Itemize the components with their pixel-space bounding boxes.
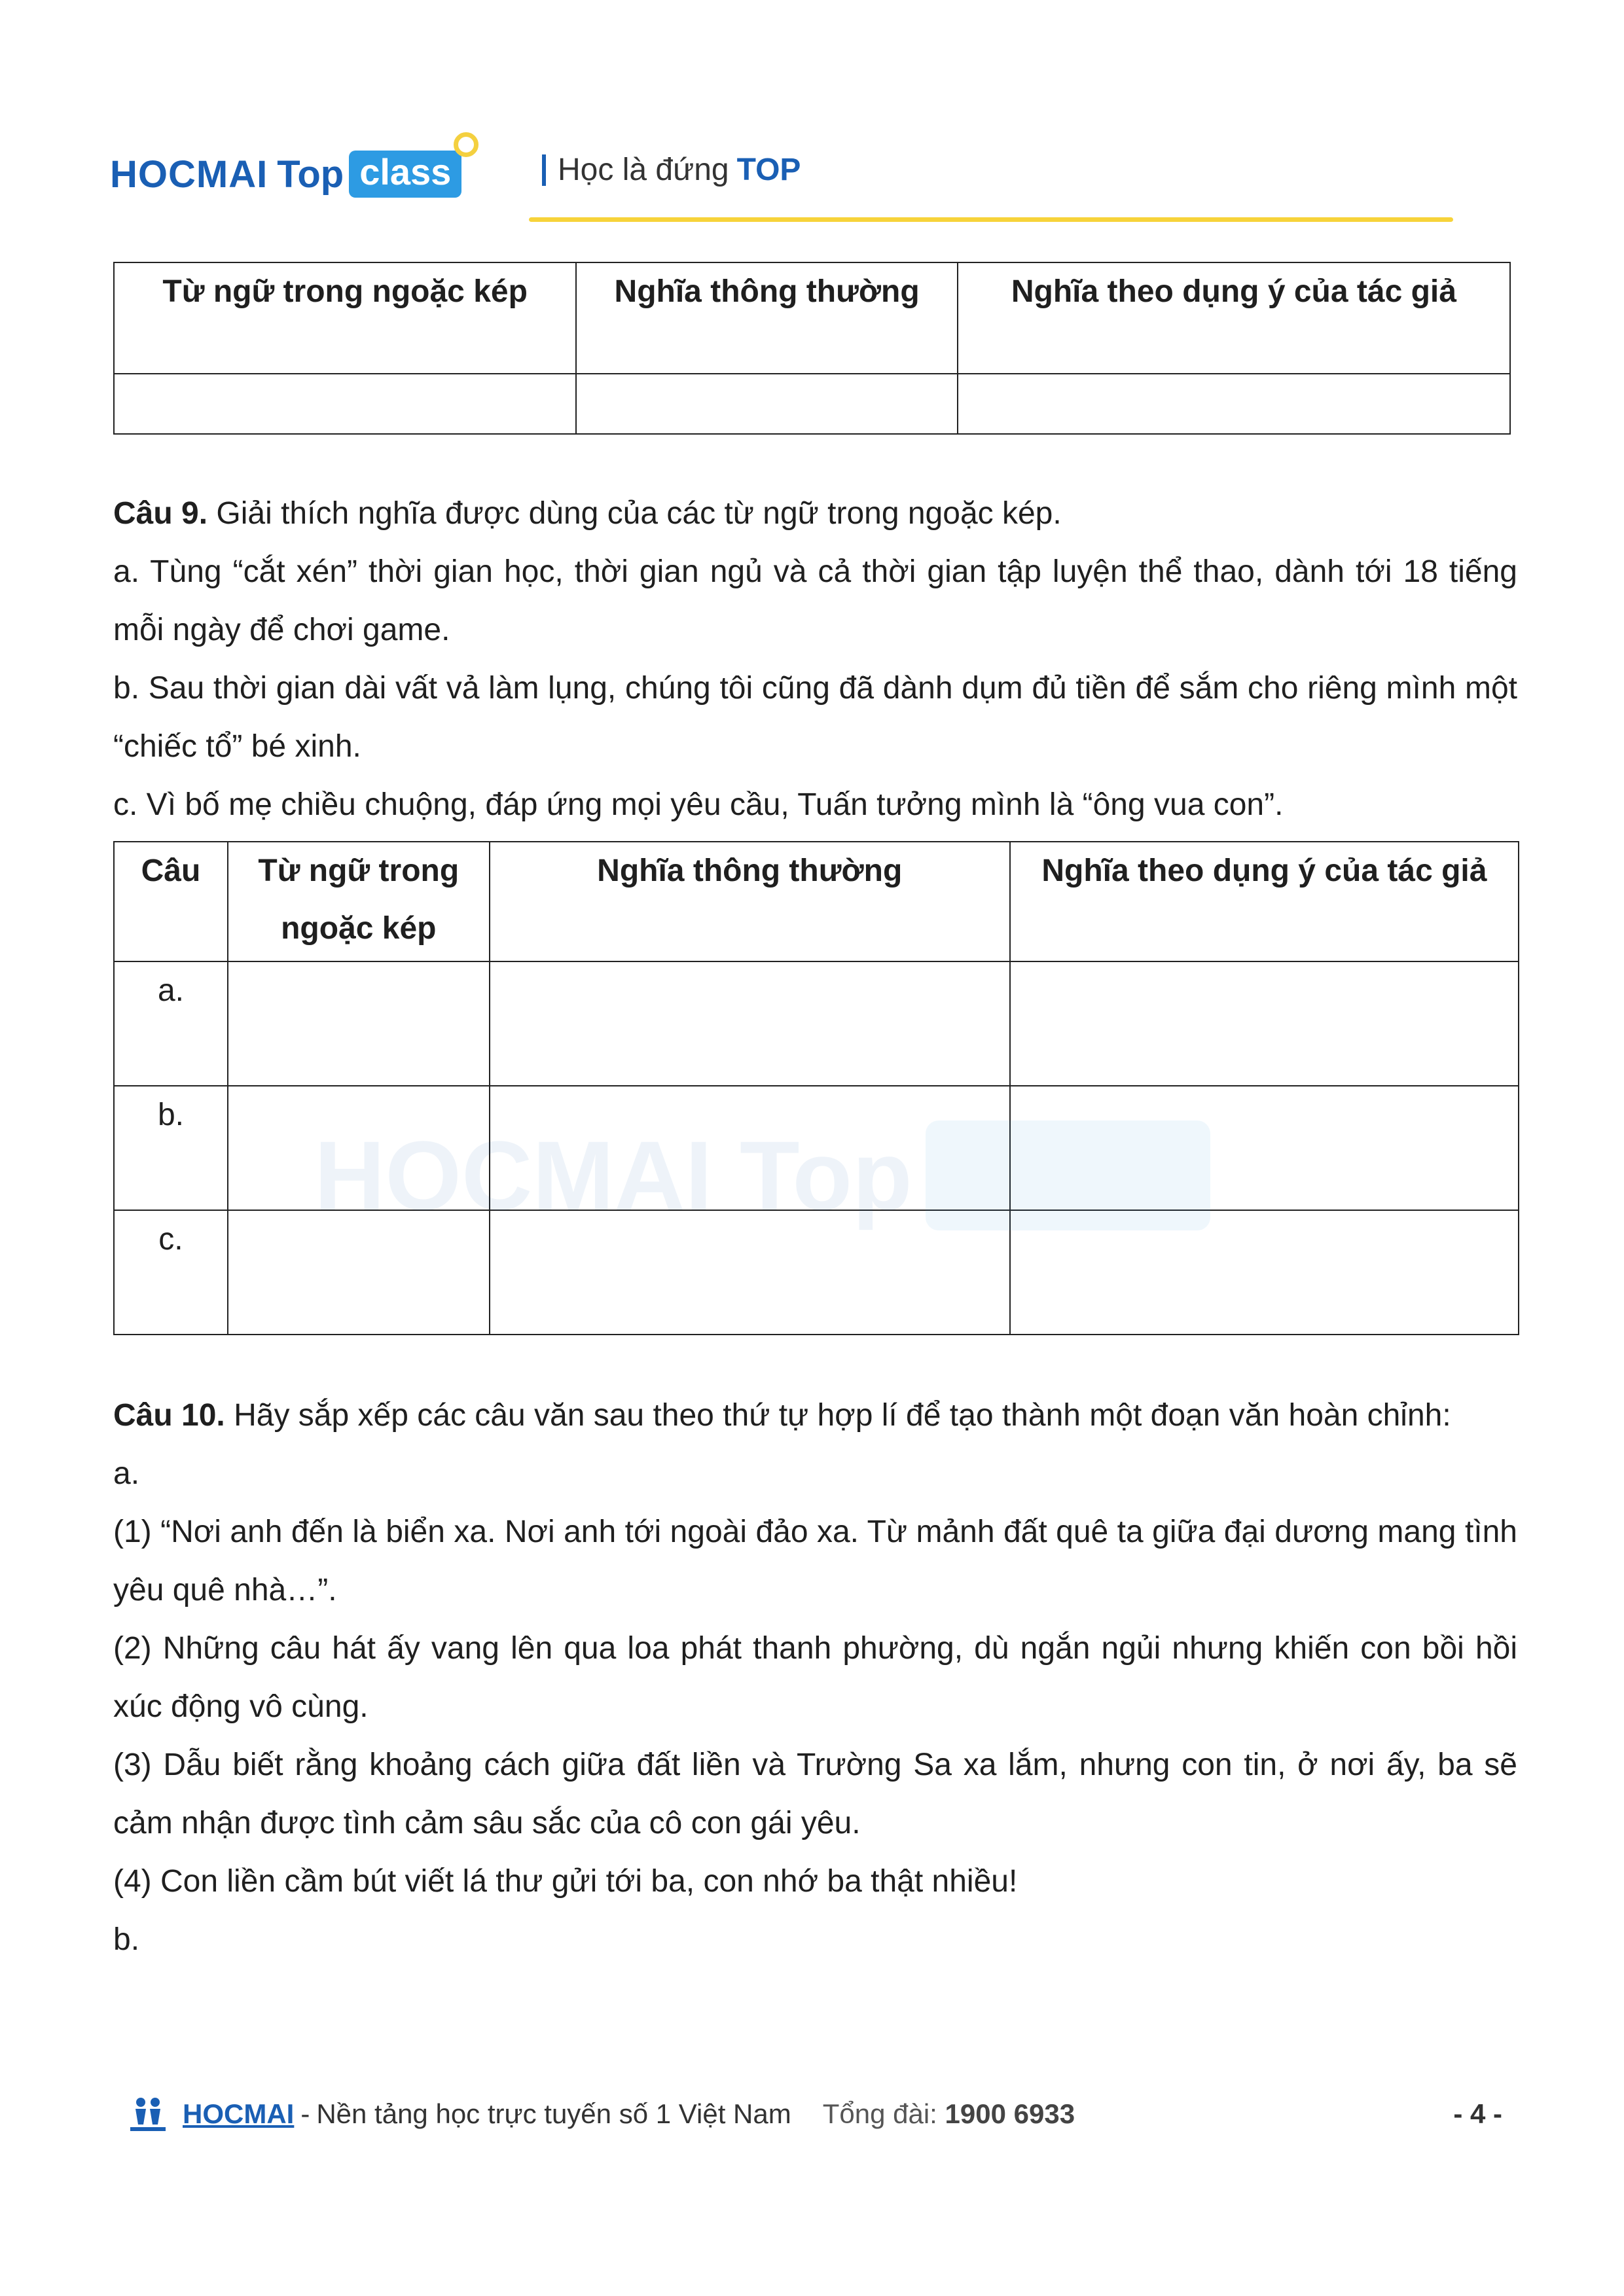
answer-cell[interactable]	[490, 1086, 1010, 1210]
table-header-cell: Nghĩa theo dụng ý của tác giả	[1010, 842, 1519, 961]
footer-brand-link[interactable]: HOCMAI	[183, 2098, 295, 2129]
answer-cell[interactable]	[114, 374, 576, 434]
table-row	[114, 374, 1510, 434]
question-10-sentence-1: (1) “Nơi anh đến là biển xa. Nơi anh tới ngoài đảo xa. Từ mảnh đất quê ta giữa đại dương mang tình yêu quê nhà…”.	[113, 1515, 1517, 1607]
table-row	[114, 1210, 1519, 1335]
answer-cell[interactable]	[228, 961, 490, 1086]
table-header-cell: Câu	[114, 842, 228, 961]
watermark-main: HOCMAI Top	[314, 1121, 912, 1230]
question-10-prompt	[113, 1386, 1517, 1444]
slogan-divider	[542, 154, 546, 186]
answer-cell[interactable]	[1010, 961, 1519, 1086]
slogan	[542, 152, 801, 188]
hotline-number: 1900 6933	[945, 2098, 1075, 2129]
question-10-part-b: b.	[113, 1922, 140, 1957]
table-header-row	[114, 262, 1510, 374]
brand-class-badge	[349, 151, 461, 198]
question-10-label: Câu 10.	[113, 1398, 225, 1433]
answer-cell[interactable]	[576, 374, 958, 434]
table-row	[114, 961, 1519, 1086]
brand-hocmai: HOCMAI	[110, 152, 268, 196]
brand-class-text: class	[359, 151, 452, 192]
question-10-sentence-2: (2) Những câu hát ấy vang lên qua loa phát thanh phường, dù ngắn ngủi nhưng khiến con bồi hồi xúc động vô cùng.	[113, 1631, 1517, 1724]
question-9-prompt	[113, 484, 1517, 543]
question-10-text: Hãy sắp xếp các câu văn sau theo thứ tự hợp lí để tạo thành một đoạn văn hoàn chỉnh:	[234, 1398, 1451, 1433]
table-header-cell: Nghĩa theo dụng ý của tác giả	[958, 262, 1510, 374]
question-9-item-b: b. Sau thời gian dài vất vả làm lụng, chúng tôi cũng đã dành dụm đủ tiền để sắm cho riêng mình một “chiếc tổ” bé xinh.	[113, 671, 1517, 764]
question-9-item-a: a. Tùng “cắt xén” thời gian học, thời gian ngủ và cả thời gian tập luyện thể thao, dành tới 18 tiếng mỗi ngày để chơi game.	[113, 554, 1517, 647]
question-10-part-a: a.	[113, 1456, 140, 1491]
answer-table-1	[113, 262, 1511, 435]
brand-logo	[110, 151, 461, 198]
hotline-label: Tổng đài:	[822, 2098, 937, 2129]
question-10-sentence-4: (4) Con liền cầm bút viết lá thư gửi tới ba, con nhớ ba thật nhiều!	[113, 1864, 1018, 1899]
watermark-class: class	[926, 1121, 1210, 1230]
table-header-cell: Nghĩa thông thường	[490, 842, 1010, 961]
sun-icon	[454, 132, 478, 157]
answer-cell[interactable]	[228, 1086, 490, 1210]
question-9	[113, 484, 1517, 834]
page-number-text: - 4 -	[1453, 2098, 1502, 2129]
question-9-item-c: c. Vì bố mẹ chiều chuộng, đáp ứng mọi yêu cầu, Tuấn tưởng mình là “ông vua con”.	[113, 787, 1284, 822]
row-label: b.	[114, 1086, 228, 1210]
page-number	[1453, 2098, 1502, 2130]
table-row	[114, 1086, 1519, 1210]
answer-cell[interactable]	[1010, 1086, 1519, 1210]
slogan-prefix: Học là đứng	[558, 152, 729, 187]
answer-cell[interactable]	[490, 1210, 1010, 1335]
question-9-label: Câu 9.	[113, 496, 208, 531]
row-label: a.	[114, 961, 228, 1086]
page-header	[110, 137, 1458, 223]
footer-hotline	[823, 2098, 1075, 2130]
question-9-text: Giải thích nghĩa được dùng của các từ ngữ trong ngoặc kép.	[216, 496, 1062, 531]
table-header-cell: Từ ngữ trong ngoặc kép	[114, 262, 576, 374]
question-10-sentence-3: (3) Dẫu biết rằng khoảng cách giữa đất liền và Trường Sa xa lắm, nhưng con tin, ở nơi ấy, ba sẽ cảm nhận được tình cảm sâu sắc của cô con gái yêu.	[113, 1748, 1517, 1840]
header-underline	[529, 217, 1453, 222]
answer-cell[interactable]	[1010, 1210, 1519, 1335]
brand-top: Top	[277, 152, 344, 196]
table-header-cell: Nghĩa thông thường	[576, 262, 958, 374]
question-10	[113, 1386, 1517, 1969]
answer-cell[interactable]	[228, 1210, 490, 1335]
slogan-highlight: TOP	[736, 152, 801, 187]
row-label: c.	[114, 1210, 228, 1335]
table-header-cell: Từ ngữ trong ngoặc kép	[228, 842, 490, 961]
page-footer	[128, 2094, 1502, 2134]
answer-cell[interactable]	[958, 374, 1510, 434]
answer-cell[interactable]	[490, 961, 1010, 1086]
answer-table-2	[113, 841, 1519, 1335]
hocmai-logo-icon	[128, 2096, 168, 2132]
footer-separator: -	[300, 2098, 310, 2129]
footer-tagline: Nền tảng học trực tuyến số 1 Việt Nam	[316, 2098, 791, 2129]
table-header-row	[114, 842, 1519, 961]
